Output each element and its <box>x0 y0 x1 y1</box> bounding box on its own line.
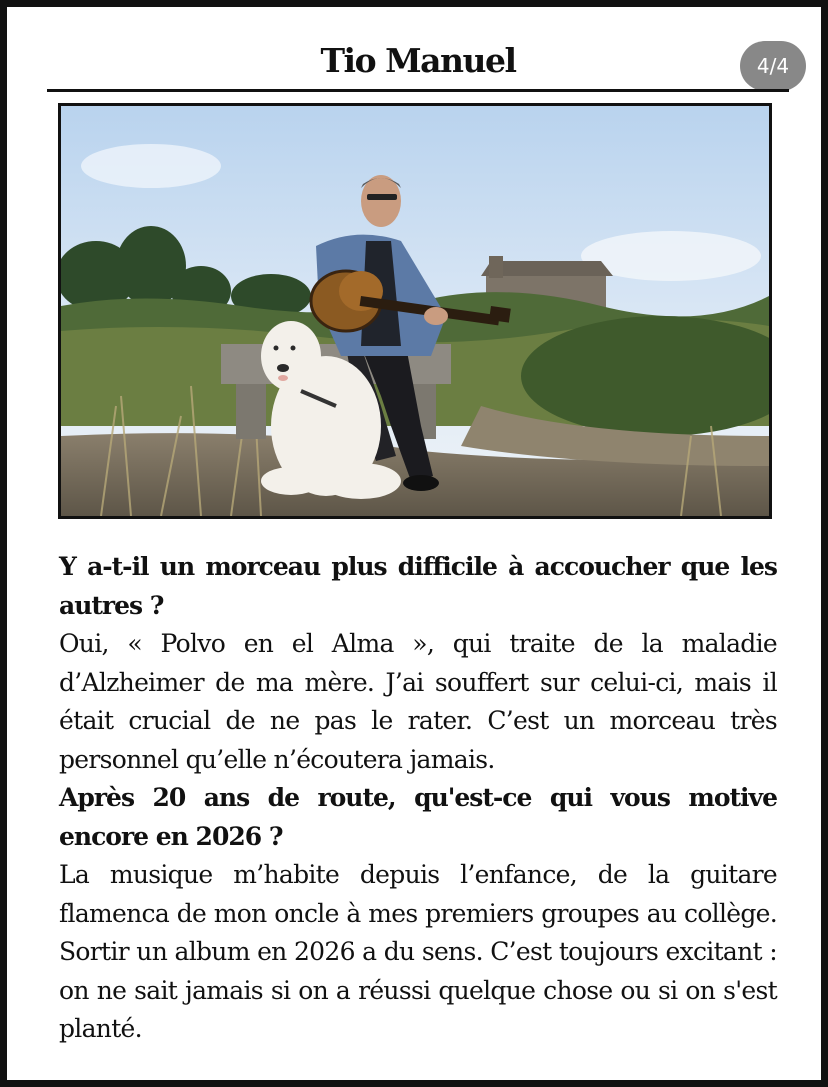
page-title: Tio Manuel <box>320 41 516 80</box>
photo-illustration <box>61 106 769 516</box>
question-2: Après 20 ans de route, qu'est-ce qui vous motive encore en 2026 ? <box>59 783 777 851</box>
page-indicator-badge[interactable]: 4/4 <box>740 41 806 91</box>
article-body <box>59 548 777 1049</box>
question-1: Y a-t-il un morceau plus difficile à accoucher que les autres ? <box>59 552 777 620</box>
answer-1: Oui, « Polvo en el Alma », qui traite de la maladie d’Alzheimer de ma mère. J’ai souffert sur celui-ci, mais il était crucial de ne pas le rater. C’est un morceau très personnel qu’elle n’écoutera jamais. <box>59 629 777 774</box>
answer-2: La musique m’habite depuis l’enfance, de la guitare flamenca de mon oncle à mes premiers groupes au collège. Sortir un album en 2026 a du sens. C’est toujours excitant : on ne sait jamais si on a réussi quelque chose ou si on s'est planté. <box>59 860 777 1043</box>
header <box>47 37 789 87</box>
title-divider <box>47 89 789 92</box>
article-photo <box>58 103 772 519</box>
